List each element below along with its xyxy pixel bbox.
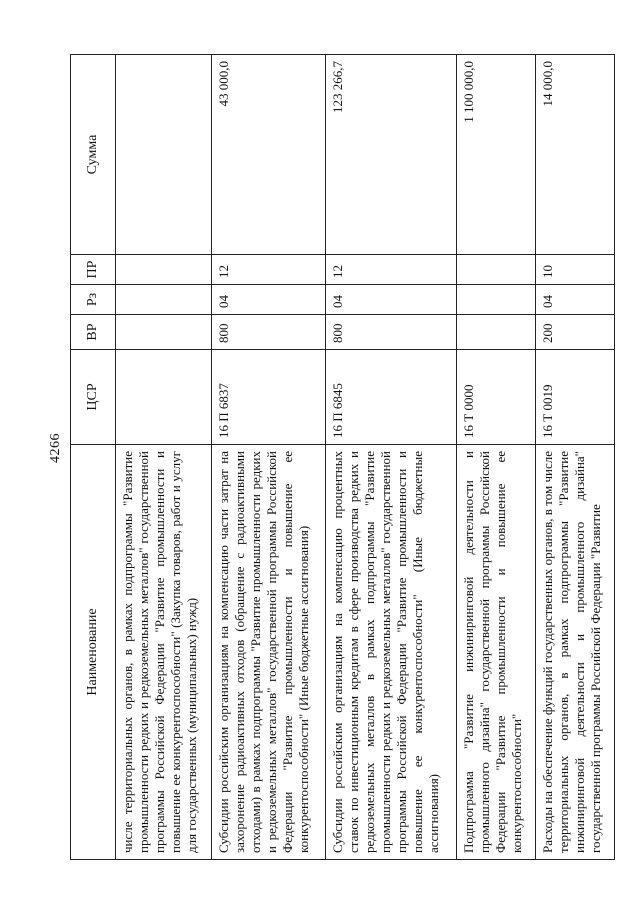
- row-pr: [116, 255, 212, 285]
- row-csr: 16 Т 0019: [535, 350, 614, 445]
- row-sum: [116, 55, 212, 255]
- row-name: Расходы на обеспечение функций государственных органов, в том числе территориальных органов, в рамках подпрограммы "Развитие инжиниринговой деятельности и промышленного дизайна" государственной программы Российской Федерации "Развитие: [535, 445, 614, 860]
- row-vr: 200: [535, 315, 614, 350]
- row-rz: [116, 285, 212, 315]
- budget-table: [70, 54, 615, 860]
- row-pr: 12: [212, 255, 326, 285]
- row-pr: [456, 255, 535, 285]
- row-sum: 14 000,0: [535, 55, 614, 255]
- row-vr: [456, 315, 535, 350]
- page-number: 4266: [48, 433, 63, 463]
- table-row: [456, 55, 535, 860]
- document-page: [70, 55, 615, 860]
- row-name: Субсидии российским организациям на компенсацию части затрат на захоронение радиоактивных отходов (обращение с радиоактивными отходами) в рамках подпрограммы "Развитие промышленности редких и редкоземельных металлов" государственной программы Российской Федерации "Развитие промышленности и повышение ее конкурентоспособности" (Иные бюджетные ассигнования): [212, 445, 326, 860]
- table-row: [325, 55, 456, 860]
- row-sum: 1 100 000,0: [456, 55, 535, 255]
- row-name: числе территориальных органов, в рамках подпрограммы "Развитие промышленности редких и редкоземельных металлов" государственной программы Российской Федерации "Развитие промышленности и повышение ее конкурентоспособности" (Закупка товаров, работ и услуг для государственных (муниципальных) нужд): [116, 445, 212, 860]
- header-sum: Сумма: [71, 55, 116, 255]
- header-name: Наименование: [71, 445, 116, 860]
- row-vr: [116, 315, 212, 350]
- header-rz: Рз: [71, 285, 116, 315]
- row-sum: 43 000,0: [212, 55, 326, 255]
- table-row: [535, 55, 614, 860]
- row-rz: 04: [325, 285, 456, 315]
- row-name: Подпрограмма "Развитие инжиниринговой деятельности и промышленного дизайна" государственной программы Российской Федерации "Развитие промышленности и повышение ее конкурентоспособности": [456, 445, 535, 860]
- row-pr: 10: [535, 255, 614, 285]
- row-name: Субсидии российским организациям на компенсацию процентных ставок по инвестиционным кредитам в сфере производства редких и редкоземельных металлов в рамках подпрограммы "Развитие промышленности редких и редкоземельных металлов" государственной программы Российской Федерации "Развитие промышленности и повышение ее конкурентоспособности" (Иные бюджетные ассигнования): [325, 445, 456, 860]
- row-rz: 04: [212, 285, 326, 315]
- table-header-row: [71, 55, 116, 860]
- row-sum: 123 266,7: [325, 55, 456, 255]
- row-csr: 16 П 6845: [325, 350, 456, 445]
- row-pr: 12: [325, 255, 456, 285]
- header-vr: ВР: [71, 315, 116, 350]
- rotated-table-wrapper: [70, 55, 615, 860]
- header-csr: ЦСР: [71, 350, 116, 445]
- row-vr: 800: [325, 315, 456, 350]
- table-row: [212, 55, 326, 860]
- row-vr: 800: [212, 315, 326, 350]
- row-csr: 16 Т 0000: [456, 350, 535, 445]
- table-row: [116, 55, 212, 860]
- row-csr: 16 П 6837: [212, 350, 326, 445]
- header-pr: ПР: [71, 255, 116, 285]
- row-rz: [456, 285, 535, 315]
- row-rz: 04: [535, 285, 614, 315]
- row-csr: [116, 350, 212, 445]
